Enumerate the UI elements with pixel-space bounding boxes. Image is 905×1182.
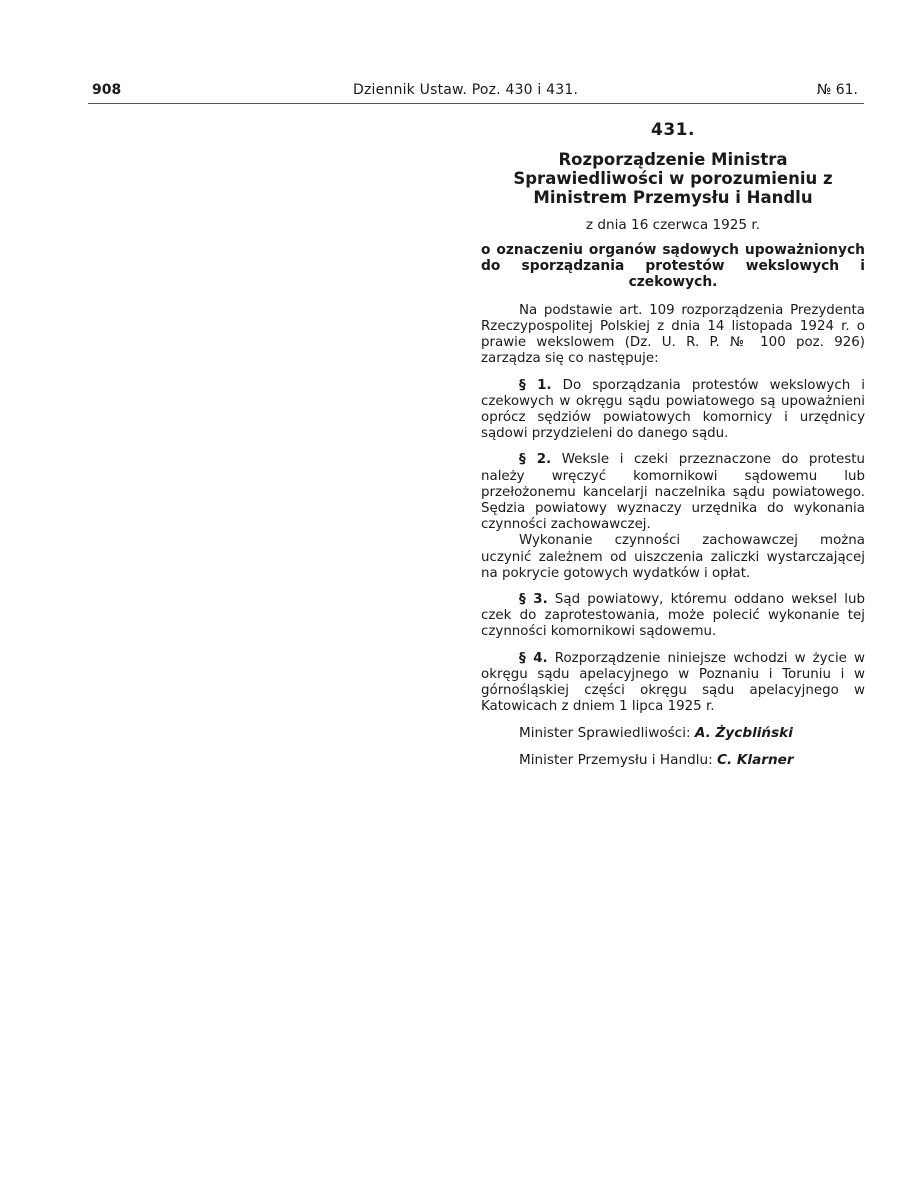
section-text: Weksle i czeki przeznaczone do protestu należy wręczyć komornikowi sądowemu lub przełożonemu kancelarji naczelnika sądu powiatowego. Sędzia powiatowy wyznaczy urzędnika do wykonania czynności zachowawczej.	[481, 452, 866, 533]
act-title: Rozporządzenie Ministra Sprawiedliwości w porozumieniu z Ministrem Przemysłu i Handlu	[513, 150, 833, 208]
signature-name: C. Klarner	[717, 751, 794, 768]
section-label: § 3.	[519, 592, 548, 608]
section-label: § 1.	[519, 377, 552, 393]
issue-number: № 61.	[816, 82, 858, 98]
act-date: z dnia 16 czerwca 1925 r.	[585, 217, 761, 234]
signature-name: A. Życbliński	[694, 725, 793, 742]
preamble: Na podstawie art. 109 rozporządzenia Prezydenta Rzeczypospolitej Polskiej z dnia 14 listopada 1924 r. o prawie wekslowem (Dz. U. R. P. № 100 poz. 926) zarządza się co następuje:	[481, 302, 865, 367]
page-number: 908	[92, 82, 122, 98]
position-number: 431.	[651, 120, 695, 140]
act-subject: o oznaczeniu organów sądowych upoważnionych do sporządzania protestów wekslowych i czekowych.	[481, 242, 865, 290]
signature-role: Minister Sprawiedliwości:	[519, 725, 691, 742]
signature-role: Minister Przemysłu i Handlu:	[519, 751, 713, 768]
section-2	[481, 452, 865, 533]
act-column	[481, 118, 865, 768]
section-3	[481, 592, 865, 641]
section-2-continuation: Wykonanie czynności zachowawczej można uczynić zależnem od uiszczenia zaliczki wystarczającej na pokrycie gotowych wydatków i opłat.	[481, 533, 865, 581]
section-text: Do sporządzania protestów wekslowych i czekowych w okręgu sądu powiatowego są upoważnieni oprócz sędziów powiatowych komornicy i urzędnicy sądowi przydzieleni do danego sądu.	[481, 377, 865, 442]
signature-justice	[519, 725, 865, 741]
section-label: § 2.	[519, 452, 552, 468]
section-4	[481, 651, 865, 716]
signature-industry	[519, 752, 865, 768]
section-text: Sąd powiatowy, któremu oddano weksel lub czek do zaprotestowania, może polecić wykonanie tej czynności komornikowi sądowemu.	[481, 592, 865, 640]
running-title: Dziennik Ustaw. Poz. 430 i 431.	[353, 82, 579, 98]
section-text: Rozporządzenie niniejsze wchodzi w życie w okręgu sądu apelacyjnego w Poznaniu i Toruniu i w górnośląskiej części okręgu sądu apelacyjnego w Katowicach z dniem 1 lipca 1925 r.	[481, 650, 865, 715]
page-header	[88, 80, 866, 102]
section-1	[481, 378, 865, 443]
header-rule	[88, 103, 864, 104]
section-label: § 4.	[519, 650, 548, 666]
